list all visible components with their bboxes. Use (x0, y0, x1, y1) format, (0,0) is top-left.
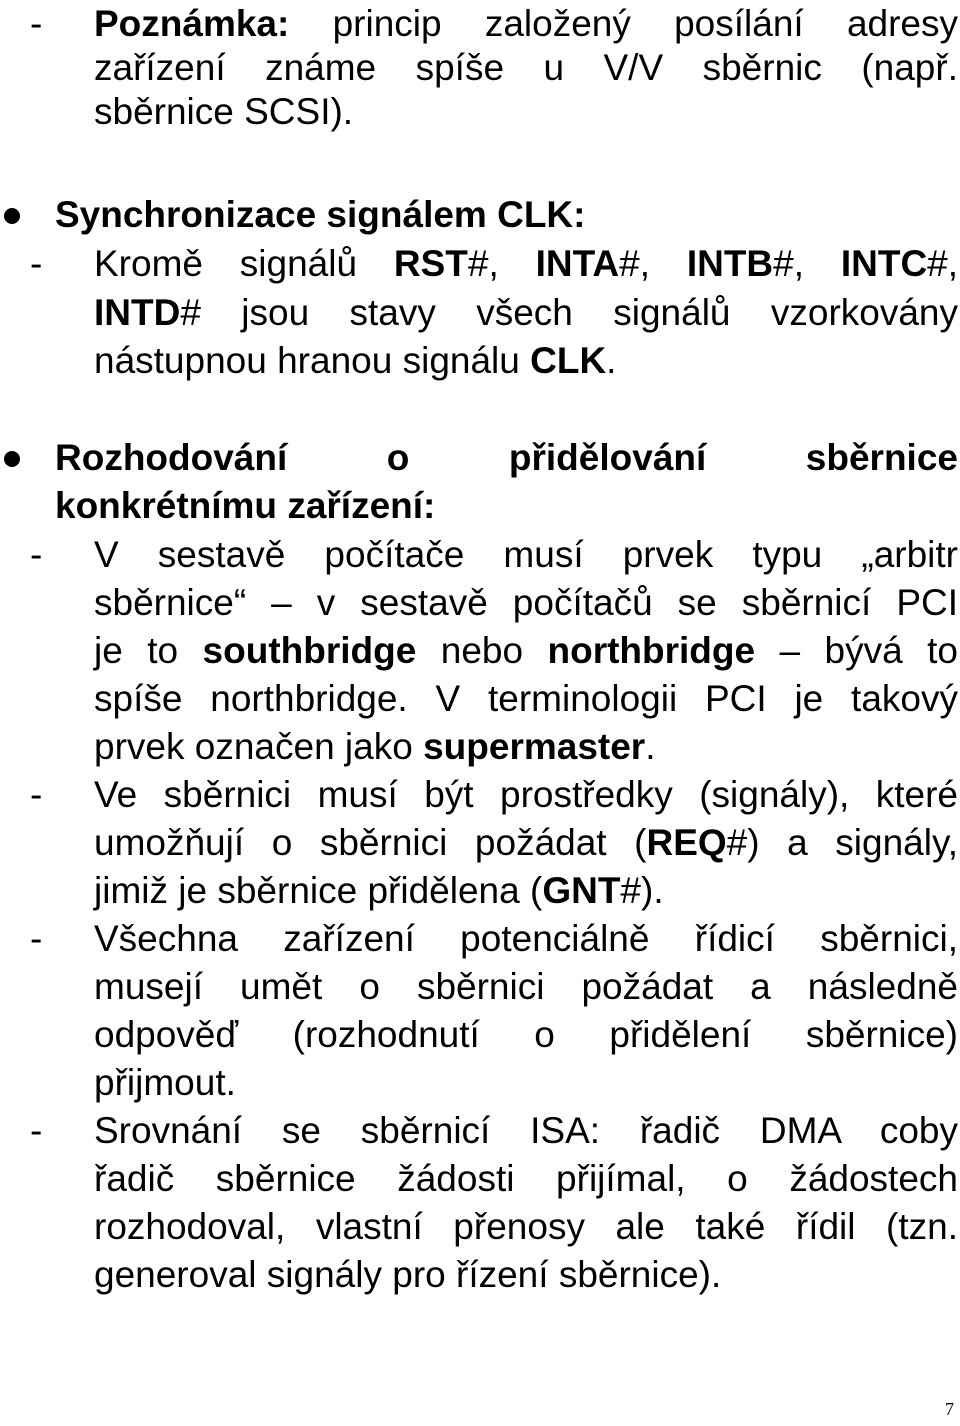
note-line-3: sběrnice SCSI). (94, 91, 354, 132)
arb-p1-line-1: V sestavě počítače musí prvek typu „arbitr (94, 534, 958, 575)
sync-line-1: Kromě signálů RST#, INTA#, INTB#, INTC#, (94, 243, 959, 284)
arb-p4-line-3: rozhodoval, vlastní přenosy ale také řídil (tzn. (94, 1206, 958, 1247)
arb-p3-line-4: přijmout. (94, 1062, 236, 1103)
dash-marker: - (30, 243, 43, 284)
note-line-2: zařízení známe spíše u V/V sběrnic (např. (94, 47, 958, 88)
dash-marker: - (30, 918, 43, 959)
arb-p2-line-3: jimiž je sběrnice přidělena (GNT#). (94, 870, 664, 911)
arb-p4-line-1: Srovnání se sběrnicí ISA: řadič DMA coby (94, 1110, 958, 1151)
bullet-icon (4, 451, 20, 467)
arb-p1-line-5: prvek označen jako supermaster. (94, 726, 656, 767)
arb-p3-line-2: musejí umět o sběrnici požádat a následně (94, 966, 958, 1007)
dash-marker: - (30, 1110, 43, 1151)
arb-p1-line-4: spíše northbridge. V terminologii PCI je takový (94, 678, 958, 719)
note-line-1: Poznámka: princip založený posílání adresy (94, 3, 958, 44)
arb-p2-line-1: Ve sběrnici musí být prostředky (signály), které (94, 774, 958, 815)
arb-p1-line-2: sběrnice“ – v sestavě počítačů se sběrnicí PCI (94, 582, 958, 623)
arb-heading-line-1: Rozhodování o přidělování sběrnice (55, 437, 958, 478)
bullet-icon (4, 208, 20, 224)
arb-p4-line-2: řadič sběrnice žádosti přijímal, o žádostech (94, 1158, 958, 1199)
arb-p3-line-1: Všechna zařízení potenciálně řídicí sběrnici, (94, 918, 958, 959)
arb-p1-line-3: je to southbridge nebo northbridge – bývá to (94, 630, 958, 671)
note-label: Poznámka: (94, 3, 290, 44)
arb-heading-line-2: konkrétnímu zařízení: (55, 485, 436, 526)
arb-p4-line-4: generoval signály pro řízení sběrnice). (94, 1254, 722, 1295)
dash-marker: - (30, 774, 43, 815)
arb-p3-line-3: odpověď (rozhodnutí o přidělení sběrnice) (94, 1014, 958, 1055)
arb-p2-line-2: umožňují o sběrnici požádat (REQ#) a signály, (94, 822, 958, 863)
dash-marker: - (30, 3, 43, 44)
sync-line-2: INTD# jsou stavy všech signálů vzorkovány (94, 292, 958, 333)
page-number: 7 (945, 1399, 954, 1419)
sync-line-3: nástupnou hranou signálu CLK. (94, 340, 617, 381)
dash-marker: - (30, 534, 43, 575)
sync-heading: Synchronizace signálem CLK: (55, 194, 586, 235)
